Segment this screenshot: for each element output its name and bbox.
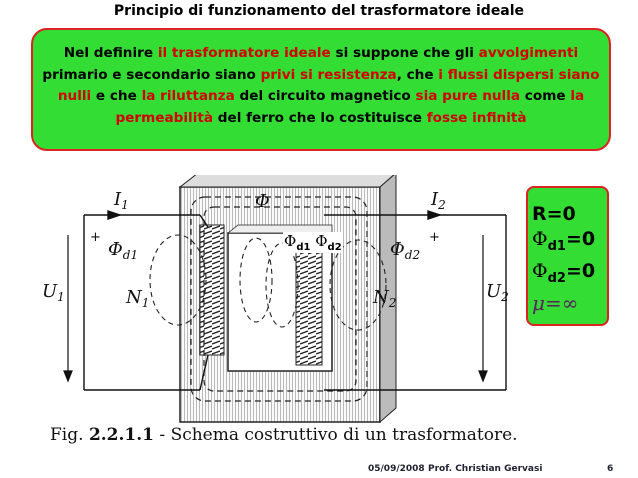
slide-title: Principio di funzionamento del trasformatore ideale [113,3,525,19]
highlighted-term: avvolgimenti [478,45,579,61]
label-n1: $N_1$ [126,287,150,310]
definition-text: come [520,88,571,104]
transformer-figure [28,175,518,445]
definition-text: , che [396,66,439,83]
leakage-flux1-condition: $\Phi_{d1}=0$ [532,228,596,254]
transformer-diagram [28,175,518,445]
definition-text: del ferro che lo costituisce [213,109,427,126]
highlighted-term: fosse infinità [426,109,527,126]
label-phi: Φ [255,191,270,212]
definition-text: Nel definire [63,45,158,61]
secondary-coil [296,235,322,365]
highlighted-term: il trasformatore ideale [157,45,331,61]
definition-text: del circuito magnetico [234,88,416,104]
ideal-conditions-box [526,186,609,326]
definition-text: primario e secondario siano [42,66,261,83]
footer-date: 05/09/2008 [368,464,425,474]
definition-box [31,28,611,151]
label-i2: $I_2$ [431,189,446,212]
label-u1: $U_1$ [42,281,65,304]
label-i1: $I_1$ [114,189,129,212]
plus-sign-secondary: + [429,230,440,245]
definition-text: si suppone che gli [330,45,479,61]
highlighted-term: la riluttanza [141,88,235,104]
label-phi-d2: $\Phi_{d2}$ [390,239,421,262]
leakage-flux2-condition: $\Phi_{d2}=0$ [532,259,596,286]
figure-caption: Fig. 2.2.1.1 - Schema costruttivo di un trasformatore. [50,425,518,445]
definition-text: e che [91,88,142,104]
resistance-condition: R=0 [532,203,576,225]
label-n2: $N_2$ [373,287,397,310]
page-number: 6 [607,464,614,474]
highlighted-term: sia pure nulla [415,88,521,104]
inline-flux-label: $\Phi_{d1}$ $\Phi_{d2}$ [284,232,342,253]
permeability-condition: μ=∞ [532,290,579,315]
label-u2: $U_2$ [486,281,509,304]
highlighted-term: la permeabilità [115,88,585,126]
plus-sign-primary: + [90,230,101,245]
highlighted-term: i flussi dispersi siano nulli [57,66,600,104]
highlighted-term: privi si resistenza [260,66,397,83]
footer-author: Prof. Christian Gervasi [428,464,543,474]
label-phi-d1: $\Phi_{d1}$ [108,239,139,262]
